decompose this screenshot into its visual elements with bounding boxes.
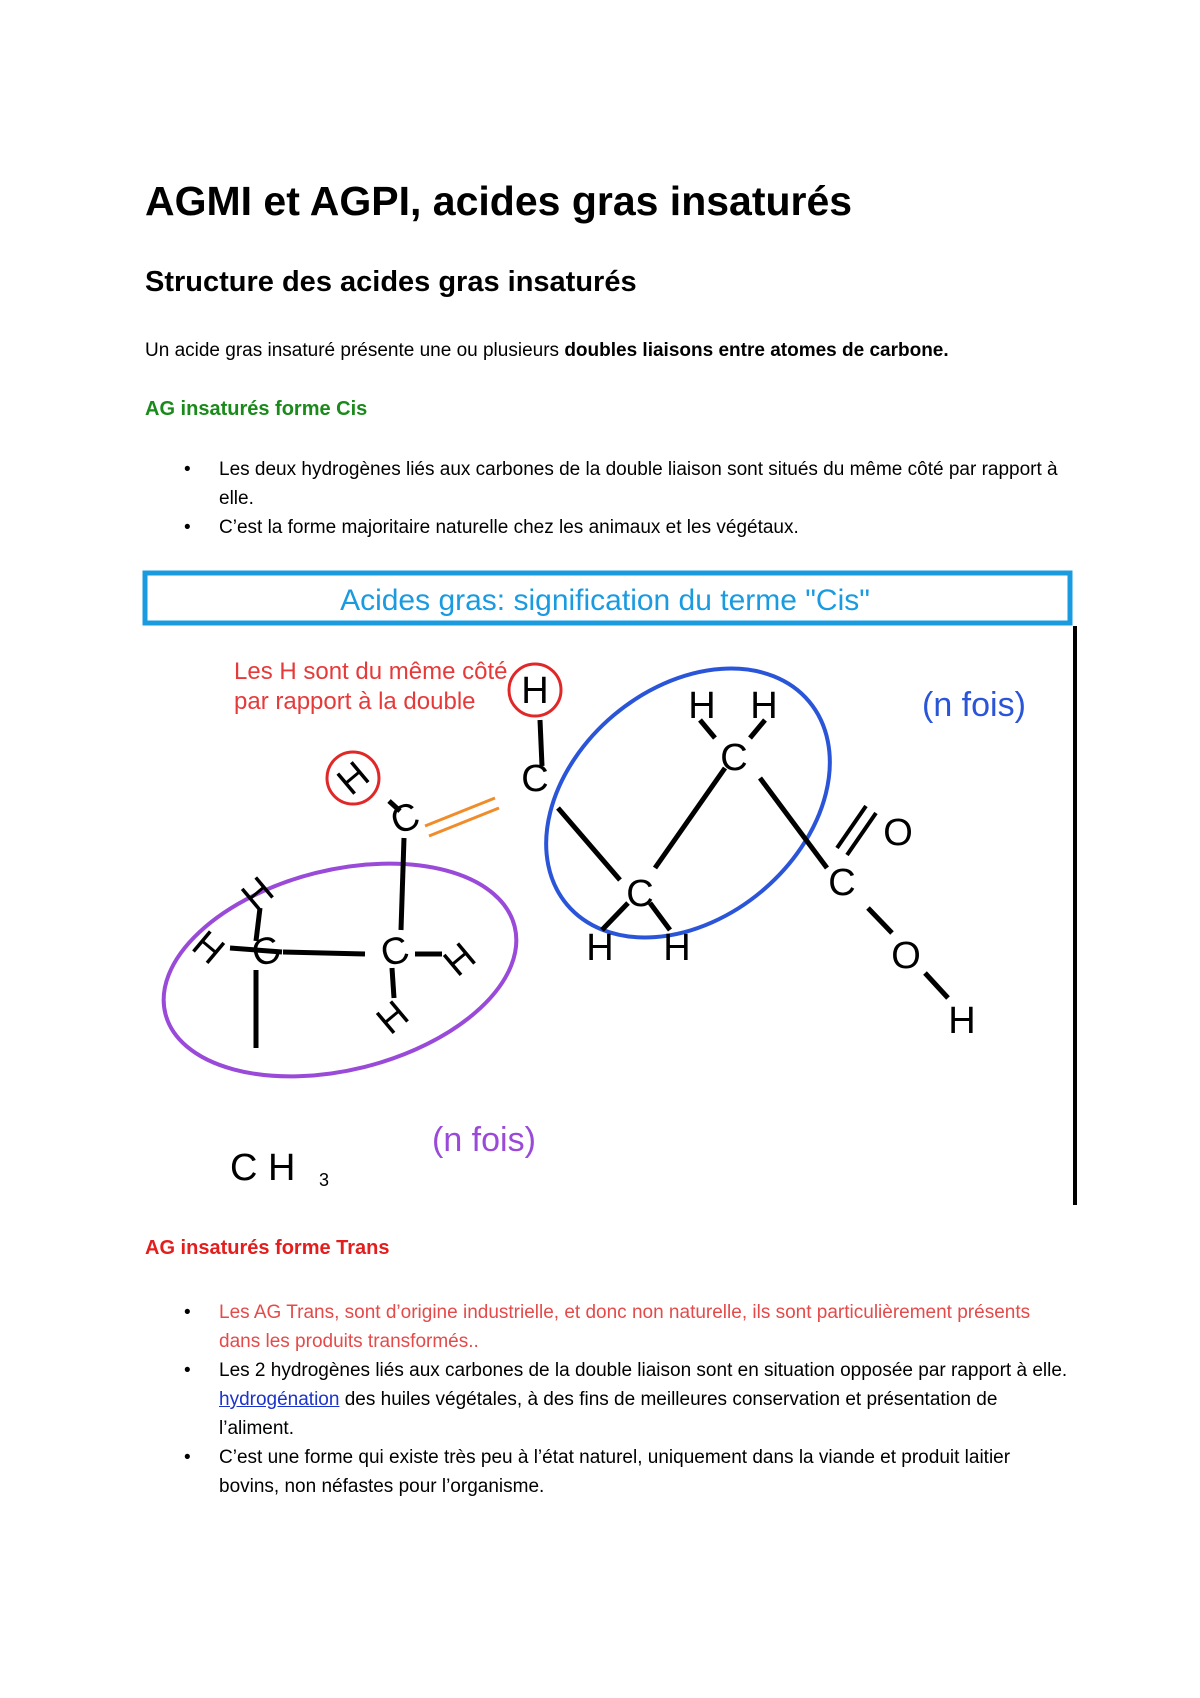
atom-c-1: C [385,794,426,844]
trans-bullet-list [145,1298,1075,1501]
cis-heading: AG insaturés forme Cis [145,398,368,420]
atom-c-4: C [626,873,654,915]
carbonyl-double-bond [837,806,876,855]
atom-h-7: H [948,1000,976,1042]
atom-h-10: H [435,935,485,985]
bullet-text: C’est la forme majoritaire naturelle chez les animaux et les végétaux. [219,517,799,538]
intro-paragraph [145,340,949,362]
bond [868,908,892,933]
atom-h-4: H [750,685,778,727]
atom-subscript-3: 3 [319,1170,330,1190]
atom-h-3: H [688,685,716,727]
cis-bullet-list [145,455,1075,542]
atom-ch3: C H [230,1147,296,1189]
list-item [145,1356,1075,1443]
bullet-dot: • [184,1360,191,1381]
bullet-text: Les deux hydrogènes liés aux carbones de la double liaison sont situés du même côté par rapport à elle. [219,459,1058,509]
atom-h-cis-2: H [521,670,549,712]
list-item [145,513,1075,542]
cis-double-bond [425,798,499,836]
section-title: Structure des acides gras insaturés [145,266,637,298]
molecule-figure [140,568,1080,1208]
bond [283,952,365,954]
atom-h-6: H [663,927,691,969]
bond [425,798,495,826]
trans-heading: AG insaturés forme Trans [145,1237,390,1259]
bond [837,806,866,848]
bond [655,768,725,868]
atom-h-11: H [368,993,418,1043]
list-item [145,1443,1075,1501]
bond [925,973,948,998]
atom-c-5: C [828,862,856,904]
bullet-text: Les AG Trans, sont d’origine industrielle, et donc non naturelle, ils sont particulièrement présents dans les produits transformés.. [219,1302,1031,1352]
bond [602,903,628,930]
atom-h-cis-1: H [329,753,378,804]
page-title: AGMI et AGPI, acides gras insaturés [145,178,853,224]
atom-h-9: H [183,923,233,973]
list-item [145,1298,1075,1356]
note-line-2: par rapport à la double [234,688,476,715]
atom-h-8: H [233,869,283,919]
bullet-text: C’est une forme qui existe très peu à l’état naturel, uniquement dans la viande et produit laitier bovins, non néfastes pour l’organisme. [219,1447,1011,1497]
cis-molecule-diagram [140,568,1080,1208]
bullet-dot: • [184,459,191,480]
atom-c-7: C [376,928,414,976]
atom-h-5: H [586,927,614,969]
note-line-1: Les H sont du même côté [234,658,508,685]
banner-title: Acides gras: signification du terme "Cis" [340,584,870,617]
bond [401,838,404,930]
list-item [145,455,1075,513]
bullet-text: Les 2 hydrogènes liés aux carbones de la double liaison sont en situation opposée par rapport à elle. [219,1360,1068,1381]
atom-c-2: C [521,758,549,800]
n-fois-purple: (n fois) [432,1121,536,1159]
atom-o-2: O [891,935,921,977]
bullet-text-continued: des huiles végétales, à des fins de meilleures conservation et présentation de l’aliment. [219,1389,998,1439]
atom-c-6: C [247,928,285,976]
atom-o-1: O [883,812,913,854]
atom-c-3: C [720,737,748,779]
bullet-dot: • [184,1447,191,1468]
intro-text: Un acide gras insaturé présente une ou plusieurs [145,340,565,361]
bond [429,808,499,836]
bond [558,808,620,880]
n-fois-blue: (n fois) [922,686,1026,724]
bond [847,813,876,855]
bullet-dot: • [184,1302,191,1323]
intro-bold-text: doubles liaisons entre atomes de carbone. [564,340,949,361]
bullet-dot: • [184,517,191,538]
hydrogenation-link[interactable]: hydrogénation [219,1389,340,1410]
